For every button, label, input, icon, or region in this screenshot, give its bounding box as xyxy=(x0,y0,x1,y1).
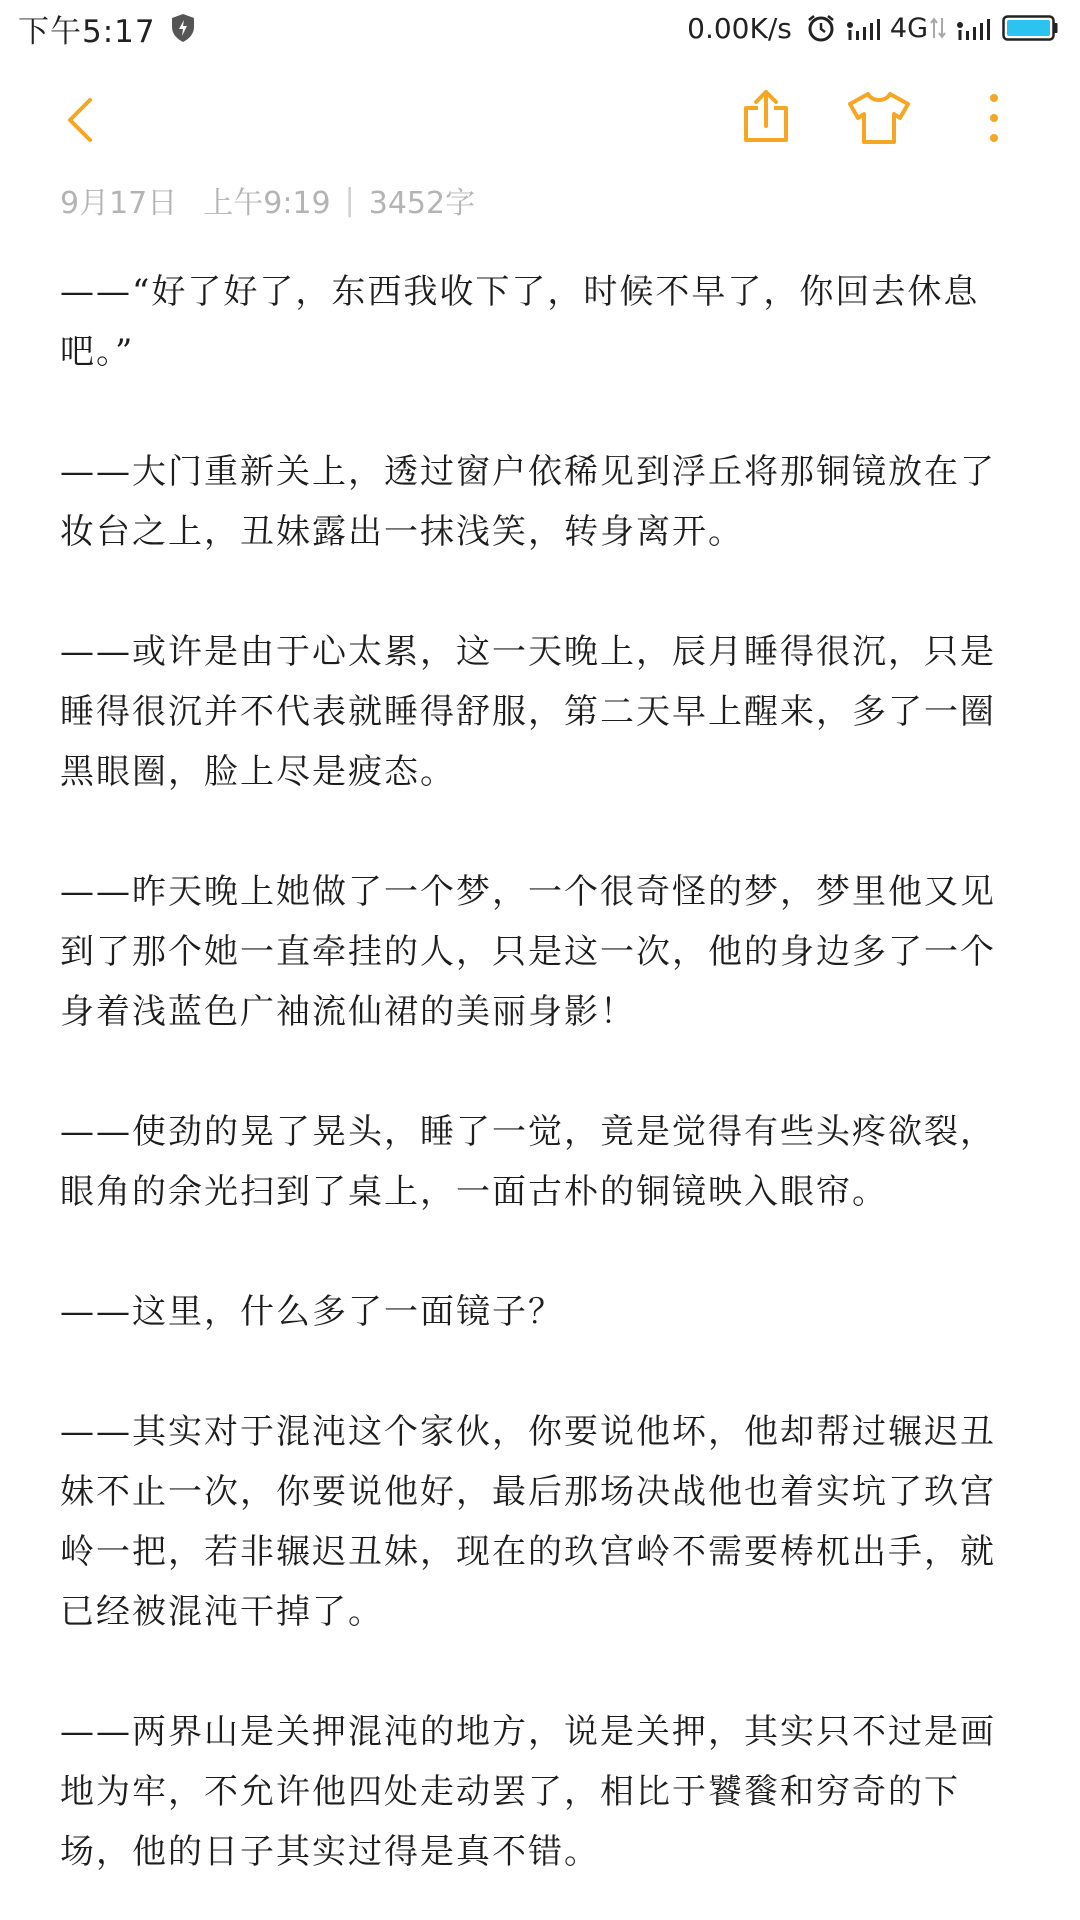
status-bar-right xyxy=(687,12,1058,45)
back-arrow-icon[interactable] xyxy=(56,92,112,148)
note-time: 上午9:19 xyxy=(203,186,331,221)
note-paragraph-2: ——大门重新关上，透过窗户依稀见到浮丘将那铜镜放在了妆台之上，丑妹露出一抹浅笑，转身离开。 xyxy=(60,452,996,552)
note-paragraph-4: ——昨天晚上她做了一个梦，一个很奇怪的梦，梦里他又见到了那个她一直牵挂的人，只是这一次，他的身边多了一个身着浅蓝色广袖流仙裙的美丽身影！ xyxy=(60,872,996,1032)
signal-icon xyxy=(846,15,880,41)
note-paragraph-5: ——使劲的晃了晃头，睡了一觉，竟是觉得有些头疼欲裂，眼角的余光扫到了桌上，一面古朴的铜镜映入眼帘。 xyxy=(60,1112,996,1212)
note-paragraph-8: ——两界山是关押混沌的地方，说是关押，其实只不过是画地为牢，不允许他四处走动罢了，相比于饕餮和穷奇的下场，他的日子其实过得是真不错。 xyxy=(60,1712,996,1872)
alarm-icon xyxy=(806,13,836,43)
note-paragraph-1: ——“好了好了，东西我收下了，时候不早了，你回去休息吧。” xyxy=(60,272,980,372)
status-bar xyxy=(0,0,1080,56)
toolbar xyxy=(0,88,1080,152)
note-paragraph-6: ——这里，什么多了一面镜子？ xyxy=(60,1292,564,1332)
signal-icon-2 xyxy=(956,15,990,41)
network-type: 4G xyxy=(889,12,928,44)
shield-icon xyxy=(170,13,196,43)
note-paragraph-7: ——其实对于混沌这个家伙，你要说他坏，他却帮过辗迟丑妹不止一次，你要说他好，最后那场决战他也着实坑了玖宫岭一把，若非辗迟丑妹，现在的玖宫岭不需要梼杌出手，就已经被混沌干掉了。 xyxy=(60,1412,996,1632)
status-time: 下午5:17 xyxy=(18,13,156,50)
note-meta xyxy=(60,178,475,222)
note-paragraph-3: ——或许是由于心太累，这一天晚上，辰月睡得很沉，只是睡得很沉并不代表就睡得舒服，第二天早上醒来，多了一圈黑眼圈，脸上尽是疲态。 xyxy=(60,632,996,792)
meta-separator: | xyxy=(344,182,355,218)
status-bar-left xyxy=(18,6,196,51)
note-body[interactable] xyxy=(60,262,1020,1882)
share-icon[interactable] xyxy=(736,88,796,148)
updown-arrows-icon xyxy=(930,16,946,40)
more-vertical-icon[interactable] xyxy=(974,88,1014,148)
note-date: 9月17日 xyxy=(60,186,178,221)
battery-icon xyxy=(1002,15,1058,41)
net-speed: 0.00K/s xyxy=(687,11,792,45)
word-count: 3452字 xyxy=(368,186,476,221)
tshirt-icon[interactable] xyxy=(846,90,912,146)
